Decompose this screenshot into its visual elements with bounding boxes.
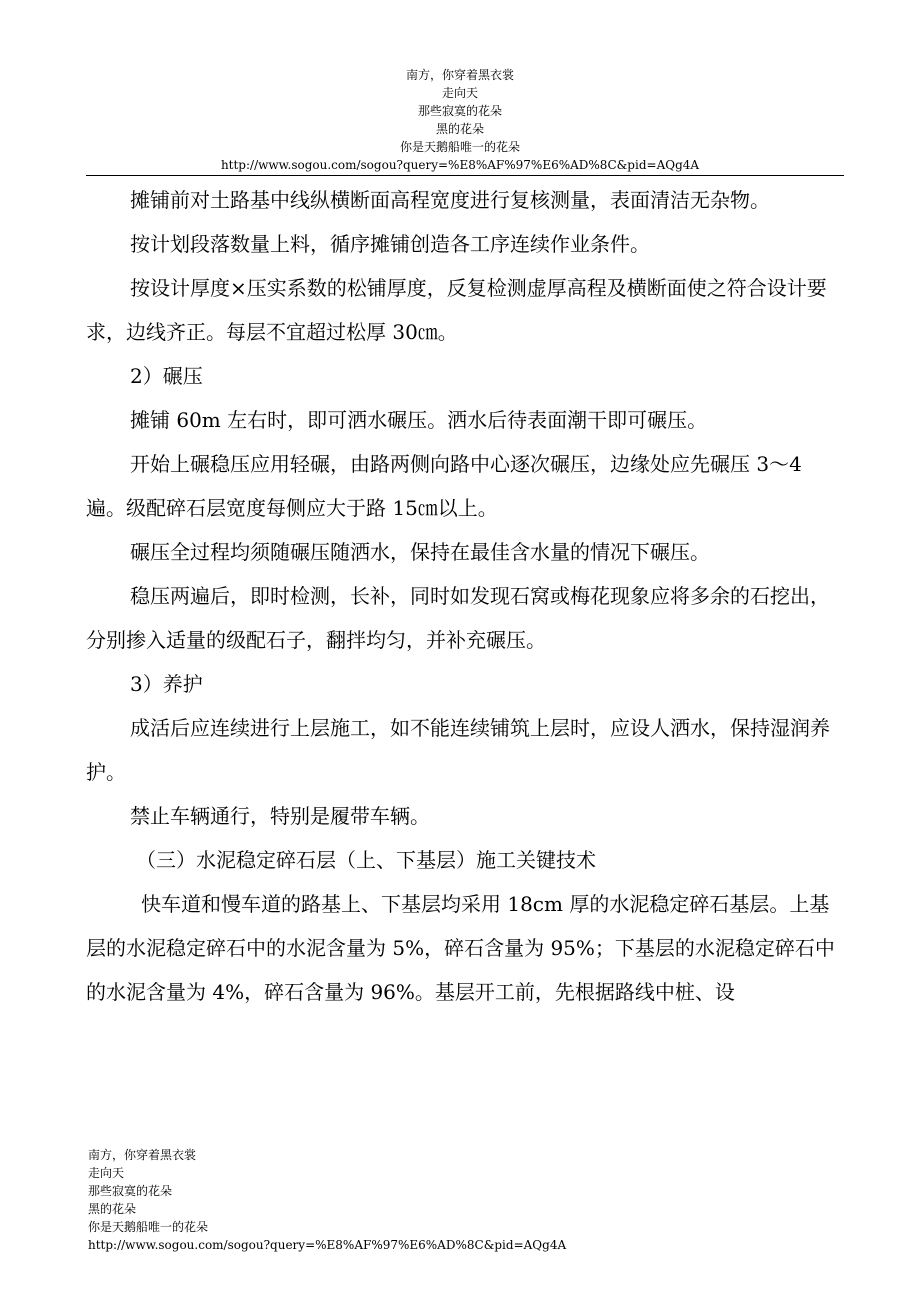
body-paragraph: 稳压两遍后，即时检测，长补，同时如发现石窝或梅花现象应将多余的石挖出，分别掺入适量的级配石子，翻拌均匀，并补充碾压。	[86, 584, 830, 652]
footer-line: 你是天鹅船唯一的花朵	[88, 1220, 209, 1234]
body-paragraph: 开始上碾稳压应用轻碾，由路两侧向路中心逐次碾压，边缘处应先碾压 3～4 遍。级配碎石层宽度每侧应大于路 15㎝以上。	[86, 452, 802, 520]
footer-line: 黑的花朵	[88, 1202, 137, 1216]
header-divider	[86, 175, 844, 176]
page-footer	[88, 1146, 888, 1254]
body-paragraph: 禁止车辆通行，特别是履带车辆。	[130, 804, 430, 828]
section-title: （三）水泥稳定碎石层（上、下基层）施工关键技术	[136, 848, 596, 872]
header-line: 黑的花朵	[435, 122, 484, 136]
header-line: 走向天	[441, 86, 478, 100]
body-paragraph: 快车道和慢车道的路基上、下基层均采用 18cm 厚的水泥稳定碎石基层。上基层的水泥稳定碎石中的水泥含量为 5%，碎石含量为 95%；下基层的水泥稳定碎石中的水泥含量为 4%，碎石含量为 96%。基层开工前，先根据路线中桩、设	[86, 892, 835, 1004]
body-paragraph: 按设计厚度×压实系数的松铺厚度，反复检测虚厚高程及横断面使之符合设计要求，边线齐正。每层不宜超过松厚 30㎝。	[86, 276, 827, 344]
header-url: http://www.sogou.com/sogou?query=%E8%AF%97%E6%AD%8C&pid=AQg4A	[220, 158, 700, 172]
footer-line: 南方，你穿着黑衣裳	[88, 1148, 197, 1162]
body-paragraph: 成活后应连续进行上层施工，如不能连续铺筑上层时，应设人洒水，保持湿润养护。	[86, 716, 830, 784]
header-line: 那些寂寞的花朵	[417, 104, 502, 118]
header-line: 南方，你穿着黑衣裳	[405, 68, 514, 82]
section-heading: 3）养护	[130, 672, 203, 696]
footer-line: 那些寂寞的花朵	[88, 1184, 173, 1198]
body-paragraph: 按计划段落数量上料，循序摊铺创造各工序连续作业条件。	[130, 232, 650, 256]
body-paragraph: 碾压全过程均须随碾压随洒水，保持在最佳含水量的情况下碾压。	[130, 540, 710, 564]
header-line: 你是天鹅船唯一的花朵	[399, 140, 520, 154]
document-body	[86, 178, 842, 1014]
page-header	[0, 66, 920, 174]
body-paragraph: 摊铺 60m 左右时，即可洒水碾压。洒水后待表面潮干即可碾压。	[130, 408, 708, 432]
body-paragraph: 摊铺前对土路基中线纵横断面高程宽度进行复核测量，表面清洁无杂物。	[130, 188, 770, 212]
footer-url: http://www.sogou.com/sogou?query=%E8%AF%97%E6%AD%8C&pid=AQg4A	[88, 1238, 567, 1252]
footer-line: 走向天	[88, 1166, 125, 1180]
section-heading: 2）碾压	[130, 364, 203, 388]
